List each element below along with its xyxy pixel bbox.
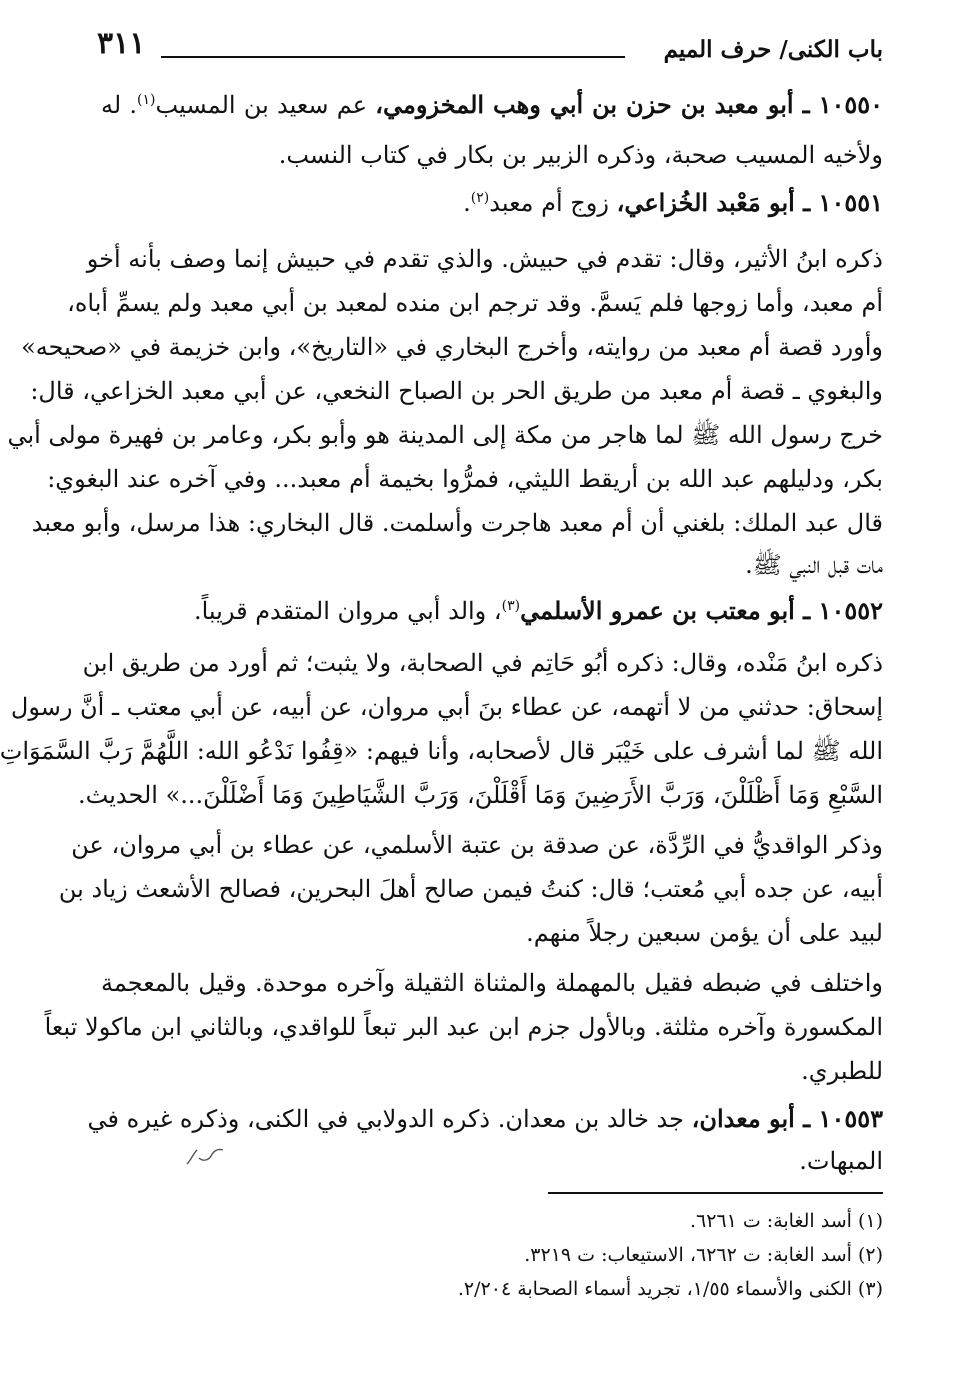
text-line: [87, 1102, 883, 1136]
entry-text: عم سعيد بن المسيب: [155, 91, 376, 119]
text-line: المبهات.: [799, 1147, 883, 1175]
footnote-ref: (٢): [470, 190, 490, 206]
text-line: للطبري.: [801, 1057, 883, 1085]
footnote: (٣) الكنى والأسماء ١/٥٥، تجريد أسماء الصحابة ٢/٢٠٤.: [457, 1278, 883, 1300]
text-line: [101, 88, 883, 122]
page-header: [97, 26, 883, 66]
text-line: أم معبد، وأما زوجها فلم يَسمَّ. وقد ترجم ابن منده لمعبد بن أبي معبد ولم يسمِّ أباه،: [67, 289, 883, 317]
text-line: والبغوي ـ قصة أم معبد من طريق الحر بن الصباح النخعي، عن أبي معبد الخزاعي، قال:: [30, 377, 883, 405]
entry-heading: أبو مَعْبد الخُزاعي،: [616, 188, 804, 217]
text-line: إسحاق: حدثني من لا أتهمه، عن عطاء بنَ أبي مروان، عن أبيه، عن أبي معتب ـ أنَّ رسول: [10, 693, 883, 721]
footnote-ref: (١): [137, 92, 156, 108]
header-rule: [161, 56, 625, 58]
text-line: واختلف في ضبطه فقيل بالمهملة والمثناة الثقيلة وآخره موحدة. وقيل بالمعجمة: [101, 969, 883, 997]
text-line: السَّبْعِ وَمَا أَظْلَلْنَ، وَرَبَّ الأَرَضِينَ وَمَا أَقْلَلْنَ، وَرَبَّ الشَّيَاطِينَ وَمَا أَضْلَلْنَ...» الحديث.: [78, 781, 883, 809]
footnote-rule: [548, 1192, 883, 1194]
text-line: خرج رسول الله ﷺ لما هاجر من مكة إلى المدينة هو وأبو بكر، وعامر بن فهيرة مولى أبي: [7, 421, 883, 449]
entry-number: ١٠٥٥١ ـ: [803, 188, 883, 217]
entry-heading: أبو معبد بن حزن بن أبي وهب المخزومي،: [375, 90, 803, 119]
text-line: [101, 186, 883, 220]
handwritten-mark: [183, 1140, 227, 1170]
entry-number: ١٠٥٥٢ ـ: [803, 596, 883, 625]
entry-text: زوج أم معبد: [489, 189, 617, 217]
text-line: ذكره ابنُ الأثير، وقال: تقدم في حبيش. والذي تقدم في حبيش إنما وصف بأنه أخو: [86, 245, 883, 273]
text-line: وأورد قصة أم معبد من روايته، وأخرج البخاري في «التاريخ»، وابن خزيمة في «صحيحه»: [21, 333, 883, 361]
entry-heading: أبو معدان،: [691, 1104, 804, 1133]
text-line: المكسورة وآخره مثلثة. وبالأول جزم ابن عبد البر تبعاً للواقدي، وبالثاني ابن ماكولا تبعاً: [44, 1013, 883, 1041]
running-title: باب الكنى/ حرف الميم: [663, 36, 883, 63]
footnote: (٢) أسد الغابة: ت ٦٢٦٢، الاستيعاب: ت ٣٢١٩.: [524, 1244, 883, 1266]
text-line: مات قبل النبي ﷺ.: [745, 551, 883, 579]
text-line: قال عبد الملك: بلغني أن أم معبد هاجرت وأسلمت. قال البخاري: هذا مرسل، وأبو معبد: [31, 509, 883, 537]
text-line: [101, 594, 883, 628]
entry-text: جد خالد بن معدان. ذكره الدولابي في الكنى، وذكره غيره في: [87, 1105, 692, 1133]
text-line: ذكره ابنُ مَنْده، وقال: ذكره أبُو حَاتِم في الصحابة، ولا يثبت؛ ثم أورد من طريق ابن: [82, 649, 883, 677]
entry-text-tail: .: [463, 189, 471, 217]
text-line: بكر، ودليلهم عبد الله بن أريقط الليثي، فمرُّوا بخيمة أم معبد... وفي آخره عند البغوي:: [47, 465, 883, 493]
entry-text: ، والد أبي مروان المتقدم قريباً.: [193, 597, 502, 625]
text-line: لبيد على أن يؤمن سبعين رجلاً منهم.: [526, 919, 883, 947]
text-line: أبيه، عن جده أبي مُعتب؛ قال: كنتُ فيمن صالح أهلَ البحرين، فصالح الأشعث زياد بن: [58, 875, 883, 903]
entry-number: ١٠٥٥٣ ـ: [803, 1104, 883, 1133]
text-line: ولأخيه المسيب صحبة، وذكره الزبير بن بكار في كتاب النسب.: [278, 141, 883, 169]
entry-number: ١٠٥٥٠ ـ: [802, 90, 884, 119]
footnote-ref: (٣): [501, 598, 521, 614]
entry-heading: أبو معتب بن عمرو الأسلمي: [520, 596, 804, 625]
entry-text-tail: . له: [101, 91, 138, 119]
text-line: الله ﷺ لما أشرف على خَيْبَر قال لأصحابه، وأنا فيهم: «قِفُوا نَدْعُو الله: اللَّهُمَّ رَبَّ السَّمَوَاتِ: [0, 737, 883, 765]
text-line: وذكر الواقديُّ في الرِّدَّة، عن صدقة بن عتبة الأسلمي، عن عطاء بن أبي مروان، عن: [71, 831, 883, 859]
footnote: (١) أسد الغابة: ت ٦٢٦١.: [689, 1210, 883, 1232]
page-number: ٣١١: [97, 26, 146, 61]
